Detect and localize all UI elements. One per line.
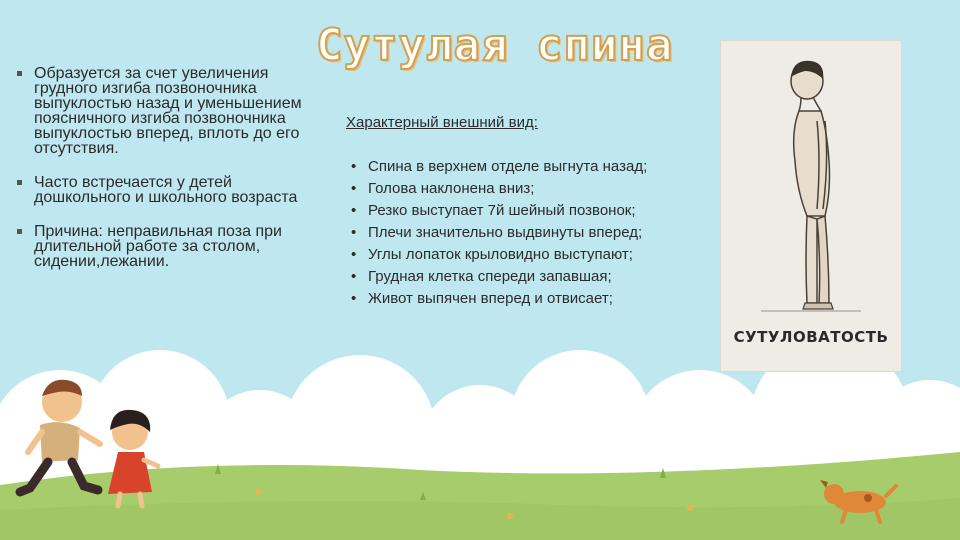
dot-bullet-icon: • bbox=[351, 290, 357, 307]
dot-bullet-icon: • bbox=[351, 180, 357, 197]
dot-bullet-icon: • bbox=[351, 224, 357, 241]
right-list-item-text: Голова наклонена вниз; bbox=[368, 180, 535, 197]
right-list-item-text: Резко выступает 7й шейный позвонок; bbox=[368, 202, 636, 219]
right-list-item-text: Плечи значительно выдвинуты вперед; bbox=[368, 224, 643, 241]
right-list-item-text: Углы лопаток крыловидно выступают; bbox=[368, 246, 633, 263]
right-list-item bbox=[346, 244, 686, 266]
dot-bullet-icon: • bbox=[351, 202, 357, 219]
square-bullet-icon bbox=[17, 229, 22, 234]
left-list-item-text: Образуется за счет увеличения грудного изгиба позвоночника выпуклостью назад и уменьшением поясничного изгиба позвоночника выпуклостью вперед, вплоть до его отсутствия. bbox=[34, 65, 302, 157]
illustration-caption: СУТУЛОВАТОСТЬ bbox=[733, 328, 889, 346]
right-list-item bbox=[346, 178, 686, 200]
left-list-item-text: Часто встречается у детей дошкольного и школьного возраста bbox=[34, 174, 298, 206]
square-bullet-icon bbox=[17, 180, 22, 185]
stooped-boy-figure bbox=[721, 41, 901, 371]
right-list-item bbox=[346, 288, 686, 310]
illustration-stooped-boy bbox=[720, 40, 902, 372]
right-bullet-list bbox=[346, 156, 686, 310]
left-list-item bbox=[14, 66, 304, 156]
appearance-subtitle: Характерный внешний вид: bbox=[346, 114, 538, 131]
left-list-item bbox=[14, 224, 304, 269]
right-list-item-text: Спина в верхнем отделе выгнута назад; bbox=[368, 158, 648, 175]
right-list-item bbox=[346, 156, 686, 178]
left-list-item bbox=[14, 175, 304, 205]
right-list-item-text: Грудная клетка спереди запавшая; bbox=[368, 268, 612, 285]
left-list-item-text: Причина: неправильная поза при длительной работе за столом, сидении,лежании. bbox=[34, 223, 282, 270]
dot-bullet-icon: • bbox=[351, 268, 357, 285]
slide-title: Сутулая спина bbox=[316, 20, 674, 71]
right-list-item bbox=[346, 222, 686, 244]
dot-bullet-icon: • bbox=[351, 246, 357, 263]
right-list-item-text: Живот выпячен вперед и отвисает; bbox=[368, 290, 613, 307]
right-list-item bbox=[346, 266, 686, 288]
right-list-item bbox=[346, 200, 686, 222]
dot-bullet-icon: • bbox=[351, 158, 357, 175]
left-bullet-list bbox=[14, 66, 304, 288]
square-bullet-icon bbox=[17, 71, 22, 76]
